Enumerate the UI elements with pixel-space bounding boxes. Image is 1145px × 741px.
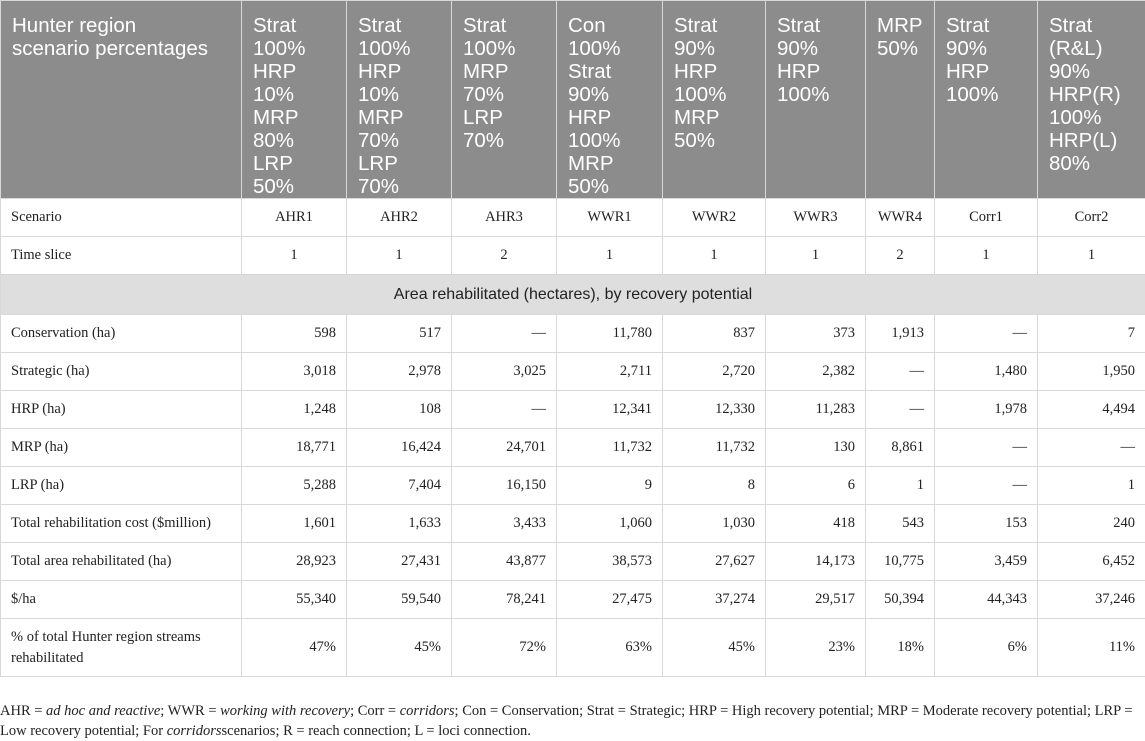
table-cell: 78,241 — [452, 581, 557, 619]
header-line: 70% — [463, 129, 546, 152]
header-line: 90% — [674, 37, 755, 60]
table-cell: WWR4 — [866, 199, 935, 237]
table-cell: Corr2 — [1038, 199, 1145, 237]
table-cell: 1,248 — [242, 391, 347, 429]
row-label: Total area rehabilitated (ha) — [1, 543, 242, 581]
table-cell: 1 — [1038, 237, 1145, 275]
header-line: 10% — [253, 83, 336, 106]
table-cell: 1 — [242, 237, 347, 275]
table-cell: 59,540 — [347, 581, 452, 619]
header-line: Con — [568, 14, 652, 37]
table-cell: — — [866, 391, 935, 429]
header-scenario-cell — [347, 1, 452, 199]
table-cell: 7 — [1038, 315, 1145, 353]
table-cell: 43,877 — [452, 543, 557, 581]
table-cell: 11,780 — [557, 315, 663, 353]
table-cell: 3,433 — [452, 505, 557, 543]
table-cell: 50,394 — [866, 581, 935, 619]
row-label: LRP (ha) — [1, 467, 242, 505]
table-cell: 4,494 — [1038, 391, 1145, 429]
header-line: 100% — [674, 83, 755, 106]
table-cell: 10,775 — [866, 543, 935, 581]
section-row — [1, 275, 1145, 315]
table-cell: 1 — [866, 467, 935, 505]
table-cell: 1,030 — [663, 505, 766, 543]
row-label: HRP (ha) — [1, 391, 242, 429]
header-line: HRP — [777, 60, 855, 83]
table-cell: 8,861 — [866, 429, 935, 467]
table-cell: 2,978 — [347, 353, 452, 391]
header-scenario-cell — [557, 1, 663, 199]
table-cell: 1,913 — [866, 315, 935, 353]
header-line: 100% — [358, 37, 441, 60]
scenario-row — [1, 199, 1145, 237]
table-cell: 12,330 — [663, 391, 766, 429]
table-cell: 373 — [766, 315, 866, 353]
table-cell: 11,283 — [766, 391, 866, 429]
header-line: MRP — [358, 106, 441, 129]
header-line: MRP — [463, 60, 546, 83]
header-line: 90% — [568, 83, 652, 106]
table-row — [1, 391, 1145, 429]
header-line: 90% — [777, 37, 855, 60]
table-cell: 7,404 — [347, 467, 452, 505]
table-cell: 72% — [452, 619, 557, 677]
table-cell: 543 — [866, 505, 935, 543]
table-cell: 6 — [766, 467, 866, 505]
table-cell: 3,025 — [452, 353, 557, 391]
table-cell: 9 — [557, 467, 663, 505]
table-cell: — — [935, 429, 1038, 467]
table-cell: 1,060 — [557, 505, 663, 543]
header-line: Strat — [463, 14, 546, 37]
table-row — [1, 467, 1145, 505]
header-line: LRP — [463, 106, 546, 129]
header-line: Strat — [358, 14, 441, 37]
footnote-segment: ad hoc and reactive — [46, 703, 160, 719]
row-label: Strategic (ha) — [1, 353, 242, 391]
table-cell: 2,711 — [557, 353, 663, 391]
footnote-segment: corridors — [167, 723, 222, 739]
table-cell: 1 — [935, 237, 1038, 275]
header-line: HRP — [568, 106, 652, 129]
table-cell: 240 — [1038, 505, 1145, 543]
table-cell: 16,150 — [452, 467, 557, 505]
header-line: 80% — [253, 129, 336, 152]
footnote-segment: corridors — [400, 703, 455, 719]
header-line: 10% — [358, 83, 441, 106]
table-cell: 8 — [663, 467, 766, 505]
header-line: Strat — [253, 14, 336, 37]
table-cell: 27,431 — [347, 543, 452, 581]
header-row — [1, 1, 1145, 199]
footnote-segment: AHR = — [0, 703, 46, 719]
header-line: Strat — [777, 14, 855, 37]
table-cell: 38,573 — [557, 543, 663, 581]
table-cell: 11,732 — [663, 429, 766, 467]
header-scenario-cell — [1038, 1, 1145, 199]
row-label: MRP (ha) — [1, 429, 242, 467]
header-line: 100% — [463, 37, 546, 60]
footnote-segment: ; WWR = — [160, 703, 220, 719]
header-line: (R&L) — [1049, 37, 1135, 60]
row-label: $/ha — [1, 581, 242, 619]
row-label: Time slice — [1, 237, 242, 275]
header-line: 50% — [568, 175, 652, 198]
table-cell: 18,771 — [242, 429, 347, 467]
table-row — [1, 581, 1145, 619]
table-cell: 23% — [766, 619, 866, 677]
header-line: HRP(L) — [1049, 129, 1135, 152]
header-line: LRP — [358, 152, 441, 175]
table-cell: — — [452, 391, 557, 429]
table-cell: 1,601 — [242, 505, 347, 543]
footnote-segment: working with recovery — [220, 703, 350, 719]
table-cell: — — [452, 315, 557, 353]
table-row — [1, 619, 1145, 677]
table-cell: 418 — [766, 505, 866, 543]
table-cell: 45% — [347, 619, 452, 677]
header-line: 50% — [674, 129, 755, 152]
header-line: 70% — [358, 175, 441, 198]
table-cell: — — [866, 353, 935, 391]
table-row — [1, 543, 1145, 581]
table-cell: 24,701 — [452, 429, 557, 467]
table-cell: 1 — [1038, 467, 1145, 505]
header-line: 100% — [777, 83, 855, 106]
table-cell: 1,633 — [347, 505, 452, 543]
footnote-segment: ; Corr = — [350, 703, 400, 719]
row-label: % of total Hunter region streams rehabilitated — [1, 619, 242, 677]
header-line: HRP — [358, 60, 441, 83]
table-cell: 47% — [242, 619, 347, 677]
table-cell: WWR1 — [557, 199, 663, 237]
time-slice-row — [1, 237, 1145, 275]
header-scenario-cell — [663, 1, 766, 199]
table-cell: 1 — [663, 237, 766, 275]
table-cell: 1,978 — [935, 391, 1038, 429]
header-scenario-cell — [242, 1, 347, 199]
table-cell: 5,288 — [242, 467, 347, 505]
table-cell: 16,424 — [347, 429, 452, 467]
footnote-segment: scenarios; R = reach connection; L = loci connection. — [222, 723, 531, 739]
table-cell: 108 — [347, 391, 452, 429]
header-line: HRP — [946, 60, 1027, 83]
table-cell: 3,459 — [935, 543, 1038, 581]
table-row — [1, 315, 1145, 353]
table-cell: 28,923 — [242, 543, 347, 581]
table-cell: 6,452 — [1038, 543, 1145, 581]
table-cell: WWR2 — [663, 199, 766, 237]
header-line: 90% — [1049, 60, 1135, 83]
header-line: Strat — [946, 14, 1027, 37]
table-row — [1, 429, 1145, 467]
header-line: MRP — [877, 14, 924, 37]
header-line: 70% — [358, 129, 441, 152]
header-line: 50% — [253, 175, 336, 198]
header-line: 50% — [877, 37, 924, 60]
table-cell: 837 — [663, 315, 766, 353]
table-cell: AHR1 — [242, 199, 347, 237]
header-line: 70% — [463, 83, 546, 106]
header-line: scenario percentages — [12, 37, 231, 60]
table-cell: 44,343 — [935, 581, 1038, 619]
table-cell: Corr1 — [935, 199, 1038, 237]
header-line: 100% — [946, 83, 1027, 106]
header-line: 100% — [253, 37, 336, 60]
header-line: 80% — [1049, 152, 1135, 175]
header-line: MRP — [253, 106, 336, 129]
table-cell: — — [935, 467, 1038, 505]
table-cell: 1 — [766, 237, 866, 275]
table-cell: 1,480 — [935, 353, 1038, 391]
row-label: Conservation (ha) — [1, 315, 242, 353]
table-cell: 1,950 — [1038, 353, 1145, 391]
table-cell: 18% — [866, 619, 935, 677]
header-title-cell — [1, 1, 242, 199]
table-cell: 29,517 — [766, 581, 866, 619]
header-line: 100% — [568, 129, 652, 152]
header-line: Strat — [1049, 14, 1135, 37]
table-cell: AHR3 — [452, 199, 557, 237]
row-label: Scenario — [1, 199, 242, 237]
header-scenario-cell — [935, 1, 1038, 199]
header-scenario-cell — [766, 1, 866, 199]
header-scenario-cell — [866, 1, 935, 199]
header-line: 90% — [946, 37, 1027, 60]
header-line: Strat — [674, 14, 755, 37]
table-cell: 2,720 — [663, 353, 766, 391]
table-cell: 598 — [242, 315, 347, 353]
header-line: HRP — [674, 60, 755, 83]
table-cell: 37,274 — [663, 581, 766, 619]
table-row — [1, 505, 1145, 543]
table-cell: 2 — [866, 237, 935, 275]
table-row — [1, 353, 1145, 391]
table-cell: 1 — [347, 237, 452, 275]
footnote-segment: ; Con = Conservation; Strat = Strategic; HRP = High recovery potential; MRP = Moderate recovery potential; LRP = Low recovery potential; For — [0, 703, 1133, 739]
table-cell: 517 — [347, 315, 452, 353]
header-line: LRP — [253, 152, 336, 175]
header-line: HRP(R) — [1049, 83, 1135, 106]
header-line: 100% — [1049, 106, 1135, 129]
header-line: Strat — [568, 60, 652, 83]
table-cell: 12,341 — [557, 391, 663, 429]
table-cell: 55,340 — [242, 581, 347, 619]
table-cell: 45% — [663, 619, 766, 677]
header-line: 100% — [568, 37, 652, 60]
header-line: MRP — [568, 152, 652, 175]
table-cell: 1 — [557, 237, 663, 275]
header-line: MRP — [674, 106, 755, 129]
table-cell: 6% — [935, 619, 1038, 677]
table-cell: 11,732 — [557, 429, 663, 467]
table-cell: 153 — [935, 505, 1038, 543]
table-cell: 2,382 — [766, 353, 866, 391]
table-cell: AHR2 — [347, 199, 452, 237]
table-cell: 11% — [1038, 619, 1145, 677]
table-cell: WWR3 — [766, 199, 866, 237]
table-cell: — — [935, 315, 1038, 353]
table-cell: 2 — [452, 237, 557, 275]
header-line: HRP — [253, 60, 336, 83]
table-cell: 37,246 — [1038, 581, 1145, 619]
table-cell: 63% — [557, 619, 663, 677]
table-cell: 3,018 — [242, 353, 347, 391]
section-title: Area rehabilitated (hectares), by recovery potential — [1, 275, 1145, 315]
table-cell: — — [1038, 429, 1145, 467]
table-cell: 27,475 — [557, 581, 663, 619]
table-cell: 27,627 — [663, 543, 766, 581]
table-cell: 130 — [766, 429, 866, 467]
table-footnote — [0, 701, 1140, 741]
header-line: Hunter region — [12, 14, 231, 37]
header-scenario-cell — [452, 1, 557, 199]
table-cell: 14,173 — [766, 543, 866, 581]
row-label: Total rehabilitation cost ($million) — [1, 505, 242, 543]
table-body — [1, 199, 1145, 677]
